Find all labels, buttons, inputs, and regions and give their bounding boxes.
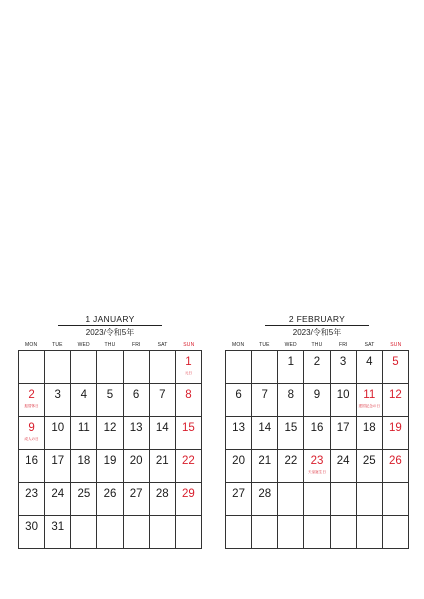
day-cell <box>19 516 45 549</box>
empty-day-cell <box>19 351 45 384</box>
day-number: 30 <box>25 521 38 533</box>
day-cell <box>304 384 330 417</box>
day-number: 1 <box>287 356 295 368</box>
day-cell <box>19 384 45 417</box>
empty-day-cell <box>383 483 409 516</box>
day-cell <box>252 384 278 417</box>
weekday-label: TUE <box>52 342 63 348</box>
empty-day-cell <box>71 351 97 384</box>
day-number: 6 <box>132 389 140 401</box>
day-cell <box>97 417 123 450</box>
day-number: 12 <box>389 389 402 401</box>
day-number: 28 <box>155 488 169 500</box>
day-cell <box>176 483 202 516</box>
day-cell <box>357 384 383 417</box>
day-number: 16 <box>310 422 324 434</box>
day-number: 14 <box>155 422 169 434</box>
weekday-label: WED <box>284 342 297 348</box>
weekday-label: WED <box>77 342 90 348</box>
day-cell <box>252 483 278 516</box>
day-cell <box>226 384 252 417</box>
weekday-label: TUE <box>259 342 270 348</box>
day-number: 2 <box>313 356 321 368</box>
empty-day-cell <box>383 516 409 549</box>
day-number: 31 <box>51 521 65 533</box>
weekday-label: SAT <box>157 342 168 348</box>
empty-day-cell <box>226 516 252 549</box>
day-cell <box>278 351 304 384</box>
day-cell <box>150 450 176 483</box>
weekday-label: SUN <box>390 342 402 348</box>
weekday-label: FRI <box>131 342 141 348</box>
day-cell <box>45 450 71 483</box>
day-cell <box>71 417 97 450</box>
weekday-label: SUN <box>183 342 195 348</box>
day-cell <box>97 450 123 483</box>
day-cell <box>252 417 278 450</box>
day-cell <box>252 450 278 483</box>
day-number: 19 <box>103 455 117 467</box>
empty-day-cell <box>357 516 383 549</box>
day-cell <box>19 417 45 450</box>
empty-day-cell <box>278 483 304 516</box>
day-cell <box>357 450 383 483</box>
weekday-label: MON <box>25 342 38 348</box>
day-number: 23 <box>25 488 38 500</box>
day-number: 25 <box>77 488 91 500</box>
empty-day-cell <box>304 516 330 549</box>
day-number: 2 <box>28 389 35 401</box>
day-number: 18 <box>77 455 91 467</box>
day-number: 10 <box>336 389 350 401</box>
day-number: 9 <box>313 389 321 401</box>
day-number: 26 <box>389 455 402 467</box>
day-number: 11 <box>363 389 376 401</box>
day-cell <box>150 384 176 417</box>
day-number: 28 <box>258 488 272 500</box>
day-cell <box>331 417 357 450</box>
calendar-february <box>225 314 409 549</box>
day-cell <box>176 417 202 450</box>
empty-day-cell <box>252 351 278 384</box>
day-cell <box>176 450 202 483</box>
month-title: 1 JANUARY <box>85 314 135 324</box>
day-cell <box>45 516 71 549</box>
day-number: 8 <box>185 389 192 401</box>
empty-day-cell <box>45 351 71 384</box>
empty-day-cell <box>150 516 176 549</box>
day-number: 14 <box>258 422 272 434</box>
day-cell <box>304 351 330 384</box>
empty-day-cell <box>97 516 123 549</box>
calendar-january <box>18 314 202 549</box>
empty-day-cell <box>226 351 252 384</box>
weekday-label: FRI <box>338 342 348 348</box>
day-number: 13 <box>232 422 245 434</box>
day-number: 4 <box>366 356 373 368</box>
day-cell <box>45 483 71 516</box>
day-cell <box>226 483 252 516</box>
month-year: 2023/令和5年 <box>292 328 342 337</box>
day-cell <box>383 351 409 384</box>
weekday-label: THU <box>311 342 323 348</box>
month-title: 2 FEBRUARY <box>288 314 346 324</box>
day-cell <box>278 417 304 450</box>
day-number: 25 <box>362 455 376 467</box>
day-number: 21 <box>155 455 169 467</box>
day-number: 9 <box>28 422 35 434</box>
day-cell <box>150 483 176 516</box>
weekday-label: MON <box>232 342 245 348</box>
empty-day-cell <box>357 483 383 516</box>
day-cell <box>357 417 383 450</box>
empty-day-cell <box>150 351 176 384</box>
day-grid <box>18 350 202 549</box>
day-cell <box>124 450 150 483</box>
day-cell <box>71 384 97 417</box>
day-cell <box>383 417 409 450</box>
day-number: 8 <box>287 389 295 401</box>
holiday-label: 振替休日 <box>24 404 39 408</box>
empty-day-cell <box>124 516 150 549</box>
empty-day-cell <box>331 516 357 549</box>
day-number: 1 <box>185 356 192 368</box>
day-cell <box>45 384 71 417</box>
day-number: 12 <box>103 422 117 434</box>
weekday-header <box>225 340 409 350</box>
day-number: 27 <box>232 488 245 500</box>
day-cell <box>304 417 330 450</box>
empty-day-cell <box>304 483 330 516</box>
day-cell <box>176 351 202 384</box>
day-cell <box>97 483 123 516</box>
holiday-label: 成人の日 <box>24 437 39 441</box>
day-cell <box>278 384 304 417</box>
empty-day-cell <box>278 516 304 549</box>
day-cell <box>19 483 45 516</box>
day-cell <box>150 417 176 450</box>
day-number: 6 <box>235 389 242 401</box>
holiday-label: 天皇誕生日 <box>308 470 326 474</box>
empty-day-cell <box>252 516 278 549</box>
day-number: 21 <box>258 455 272 467</box>
day-number: 24 <box>336 455 350 467</box>
day-number: 5 <box>392 356 399 368</box>
day-cell <box>226 450 252 483</box>
day-number: 23 <box>310 455 324 467</box>
day-cell <box>278 450 304 483</box>
day-cell <box>97 384 123 417</box>
day-number: 22 <box>284 455 298 467</box>
holiday-label: 建国記念の日 <box>358 404 381 408</box>
day-grid <box>225 350 409 549</box>
day-cell <box>331 384 357 417</box>
day-number: 7 <box>261 389 268 401</box>
day-cell <box>45 417 71 450</box>
day-number: 7 <box>159 389 166 401</box>
holiday-label: 元日 <box>184 371 192 375</box>
day-number: 24 <box>51 488 65 500</box>
day-number: 17 <box>336 422 350 434</box>
day-number: 26 <box>103 488 117 500</box>
day-number: 13 <box>129 422 143 434</box>
day-number: 29 <box>182 488 195 500</box>
day-cell <box>304 450 330 483</box>
day-number: 22 <box>182 455 195 467</box>
day-number: 15 <box>284 422 298 434</box>
day-cell <box>176 384 202 417</box>
day-number: 18 <box>362 422 376 434</box>
empty-day-cell <box>331 483 357 516</box>
empty-day-cell <box>176 516 202 549</box>
day-cell <box>331 351 357 384</box>
empty-day-cell <box>71 516 97 549</box>
day-number: 4 <box>80 389 88 401</box>
day-number: 15 <box>182 422 195 434</box>
day-number: 3 <box>54 389 61 401</box>
day-cell <box>19 450 45 483</box>
day-cell <box>226 417 252 450</box>
day-cell <box>71 483 97 516</box>
day-number: 11 <box>77 422 90 434</box>
month-year: 2023/令和5年 <box>85 328 135 337</box>
day-number: 27 <box>129 488 143 500</box>
day-number: 3 <box>339 356 347 368</box>
day-cell <box>71 450 97 483</box>
day-number: 5 <box>106 389 114 401</box>
day-cell <box>124 417 150 450</box>
day-number: 20 <box>129 455 143 467</box>
day-cell <box>124 384 150 417</box>
weekday-label: THU <box>104 342 116 348</box>
day-cell <box>383 384 409 417</box>
day-cell <box>383 450 409 483</box>
day-number: 17 <box>51 455 65 467</box>
day-cell <box>124 483 150 516</box>
day-number: 19 <box>389 422 402 434</box>
day-cell <box>357 351 383 384</box>
day-number: 10 <box>51 422 65 434</box>
empty-day-cell <box>124 351 150 384</box>
day-number: 16 <box>25 455 38 467</box>
weekday-label: SAT <box>364 342 375 348</box>
empty-day-cell <box>97 351 123 384</box>
day-cell <box>331 450 357 483</box>
day-number: 20 <box>232 455 245 467</box>
weekday-header <box>18 340 202 350</box>
